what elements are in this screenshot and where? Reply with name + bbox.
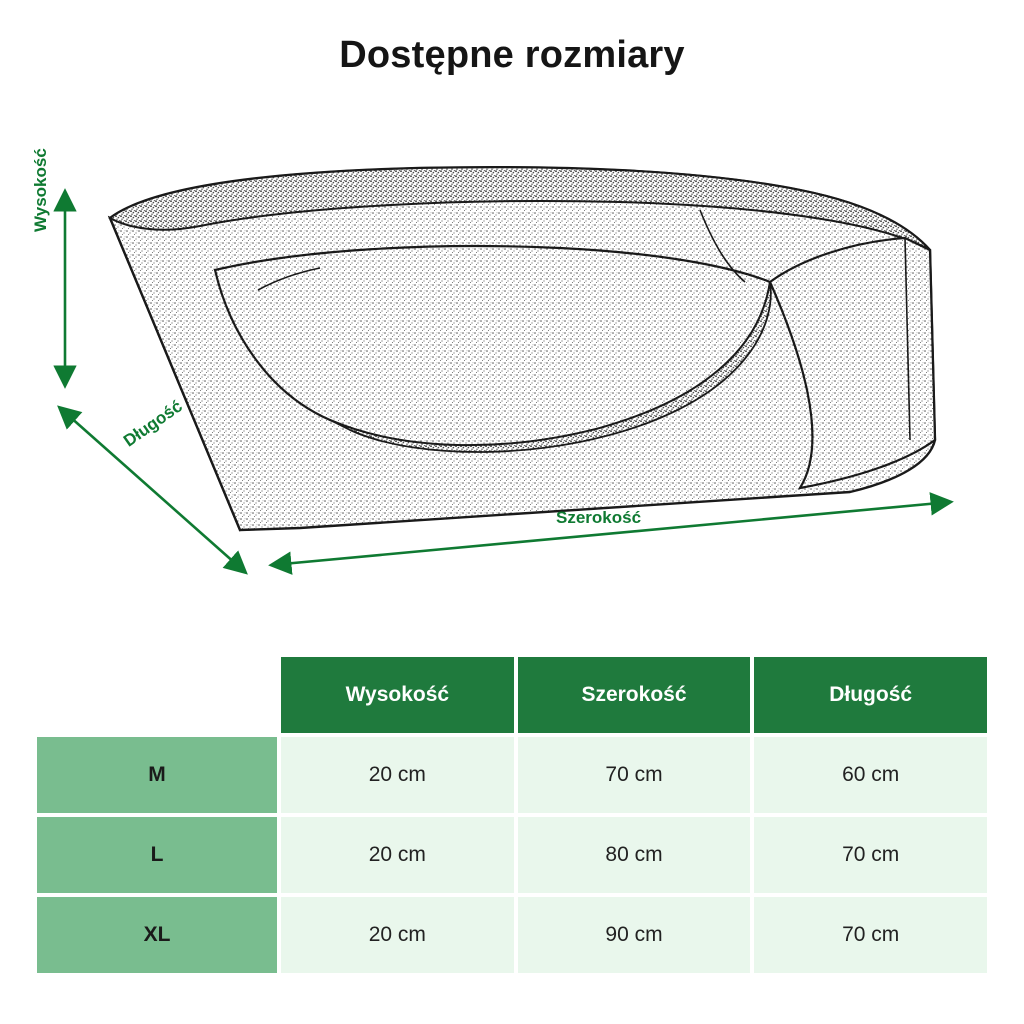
length-label: Długość [120,396,186,451]
width-label: Szerokość [556,508,642,527]
column-header-height: Wysokość [281,657,514,733]
page-title: Dostępne rozmiary [339,34,685,76]
table-corner-blank [37,657,277,733]
row-size-label: XL [37,897,277,973]
cell-height: 20 cm [281,897,514,973]
bed-shape [110,167,935,530]
row-size-label: L [37,817,277,893]
table-row [37,817,987,893]
row-size-label: M [37,737,277,813]
column-header-length: Długość [754,657,987,733]
cell-width: 90 cm [518,897,751,973]
cell-length: 60 cm [754,737,987,813]
cell-height: 20 cm [281,817,514,893]
sizes-table [33,653,991,977]
column-header-width: Szerokość [518,657,751,733]
table-row [37,737,987,813]
table-row [37,897,987,973]
cell-width: 70 cm [518,737,751,813]
cell-height: 20 cm [281,737,514,813]
dog-bed-diagram [0,110,1024,620]
cell-width: 80 cm [518,817,751,893]
cell-length: 70 cm [754,897,987,973]
illustration-area [0,110,1024,620]
height-label: Wysokość [31,148,50,232]
table-header-row [37,657,987,733]
sizes-table-wrapper [33,653,991,977]
cell-length: 70 cm [754,817,987,893]
